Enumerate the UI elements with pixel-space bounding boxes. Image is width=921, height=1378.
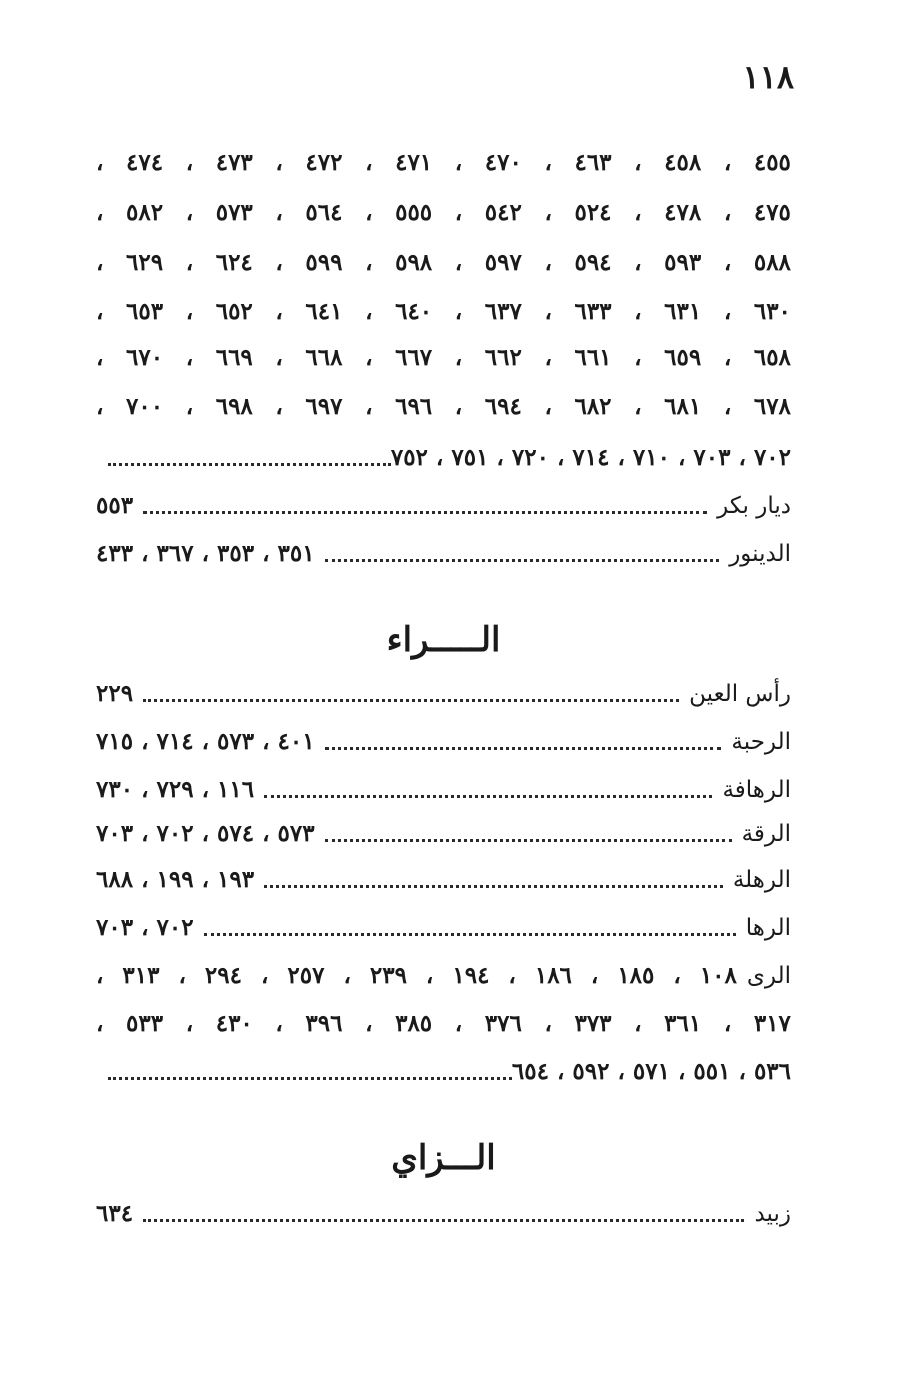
place-name: الرحبة [731,729,791,755]
page-list: ٧٠٢ ، ٧٠٣ [96,914,194,941]
index-entry-multiline [96,958,791,994]
index-entry [96,488,791,524]
place-name: الرهافة [722,777,791,803]
leader-dots [325,747,722,750]
index-entry [96,724,791,760]
leader-dots [143,1219,744,1222]
leader-dots [143,699,679,702]
leader-dots [108,1077,512,1080]
place-name: ديار بكر [717,493,791,519]
leader-dots [143,511,707,514]
index-continuation-line [96,389,791,425]
index-entry [96,862,791,898]
index-entry [96,816,791,852]
index-continuation-line [96,145,791,181]
page-list: ١١٦ ، ٧٢٩ ، ٧٣٠ [96,776,255,803]
index-entry [96,910,791,946]
place-name: زبيد [754,1201,791,1227]
page-list: ١٩٣ ، ١٩٩ ، ٦٨٨ [96,866,255,893]
page-list: ١٠٨ ، ١٨٥ ، ١٨٦ ، ١٩٤ ، ٢٣٩ ، ٢٥٧ ، ٢٩٤ ، ٣١٣ ، [96,962,737,989]
leader-dots [325,559,720,562]
index-entry [96,772,791,808]
leader-dots [325,839,732,842]
page-list: ٦٧٨ ، ٦٨١ ، ٦٨٢ ، ٦٩٤ ، ٦٩٦ ، ٦٩٧ ، ٦٩٨ ، ٧٠٠ ، [96,393,791,420]
index-continuation-line [96,245,791,281]
page-list: ٦٣٤ [96,1200,134,1227]
page-list: ٦٣٠ ، ٦٣١ ، ٦٣٣ ، ٦٣٧ ، ٦٤٠ ، ٦٤١ ، ٦٥٢ ، ٦٥٣ ، [96,298,791,325]
section-heading-zay: الـــزاي [391,1138,496,1178]
place-name: الرها [745,915,791,941]
leader-dots [108,463,391,466]
leader-dots [204,933,736,936]
leader-dots [264,795,712,798]
page-list: ٥٥٣ [96,492,134,519]
page-list: ٥٨٨ ، ٥٩٣ ، ٥٩٤ ، ٥٩٧ ، ٥٩٨ ، ٥٩٩ ، ٦٢٤ ، ٦٢٩ ، [96,249,791,276]
page-number: ١١٨ [742,58,794,96]
index-continuation-line [96,340,791,376]
page-list: ٣١٧ ، ٣٦١ ، ٣٧٣ ، ٣٧٦ ، ٣٨٥ ، ٣٩٦ ، ٤٣٠ ، ٥٣٣ ، [96,1010,791,1037]
index-continuation-line [96,1006,791,1042]
place-name: الرقة [741,821,791,847]
leader-dots [264,885,723,888]
index-entry [96,676,791,712]
page-list: ٦٥٨ ، ٦٥٩ ، ٦٦١ ، ٦٦٢ ، ٦٦٧ ، ٦٦٨ ، ٦٦٩ ، ٦٧٠ ، [96,344,791,371]
page-list: ٤٠١ ، ٥٧٣ ، ٧١٤ ، ٧١٥ [96,728,315,755]
index-entry [96,536,791,572]
place-name: الرهلة [732,867,791,893]
page-list: ٧٠٢ ، ٧٠٣ ، ٧١٠ ، ٧١٤ ، ٧٢٠ ، ٧٥١ ، ٧٥٢ [390,444,791,471]
page-list: ٣٥١ ، ٣٥٣ ، ٣٦٧ ، ٤٣٣ [96,540,315,567]
section-heading-ra: الـــــراء [386,620,501,660]
page-list: ٥٧٣ ، ٥٧٤ ، ٧٠٢ ، ٧٠٣ [96,820,315,847]
page-list: ٤٧٥ ، ٤٧٨ ، ٥٢٤ ، ٥٤٢ ، ٥٥٥ ، ٥٦٤ ، ٥٧٣ ، ٥٨٢ ، [96,199,791,226]
index-continuation-last-line [96,440,791,476]
place-name: الدينور [729,541,791,567]
page-list: ٤٥٥ ، ٤٥٨ ، ٤٦٣ ، ٤٧٠ ، ٤٧١ ، ٤٧٢ ، ٤٧٣ ، ٤٧٤ ، [96,149,791,176]
page-list: ٢٢٩ [96,680,134,707]
page-list: ٥٣٦ ، ٥٥١ ، ٥٧١ ، ٥٩٢ ، ٦٥٤ [511,1058,791,1085]
index-continuation-line [96,195,791,231]
index-continuation-last-line [96,1054,791,1090]
index-continuation-line [96,294,791,330]
index-entry [96,1196,791,1232]
place-name: الرى [746,963,791,989]
place-name: رأس العين [689,681,791,707]
